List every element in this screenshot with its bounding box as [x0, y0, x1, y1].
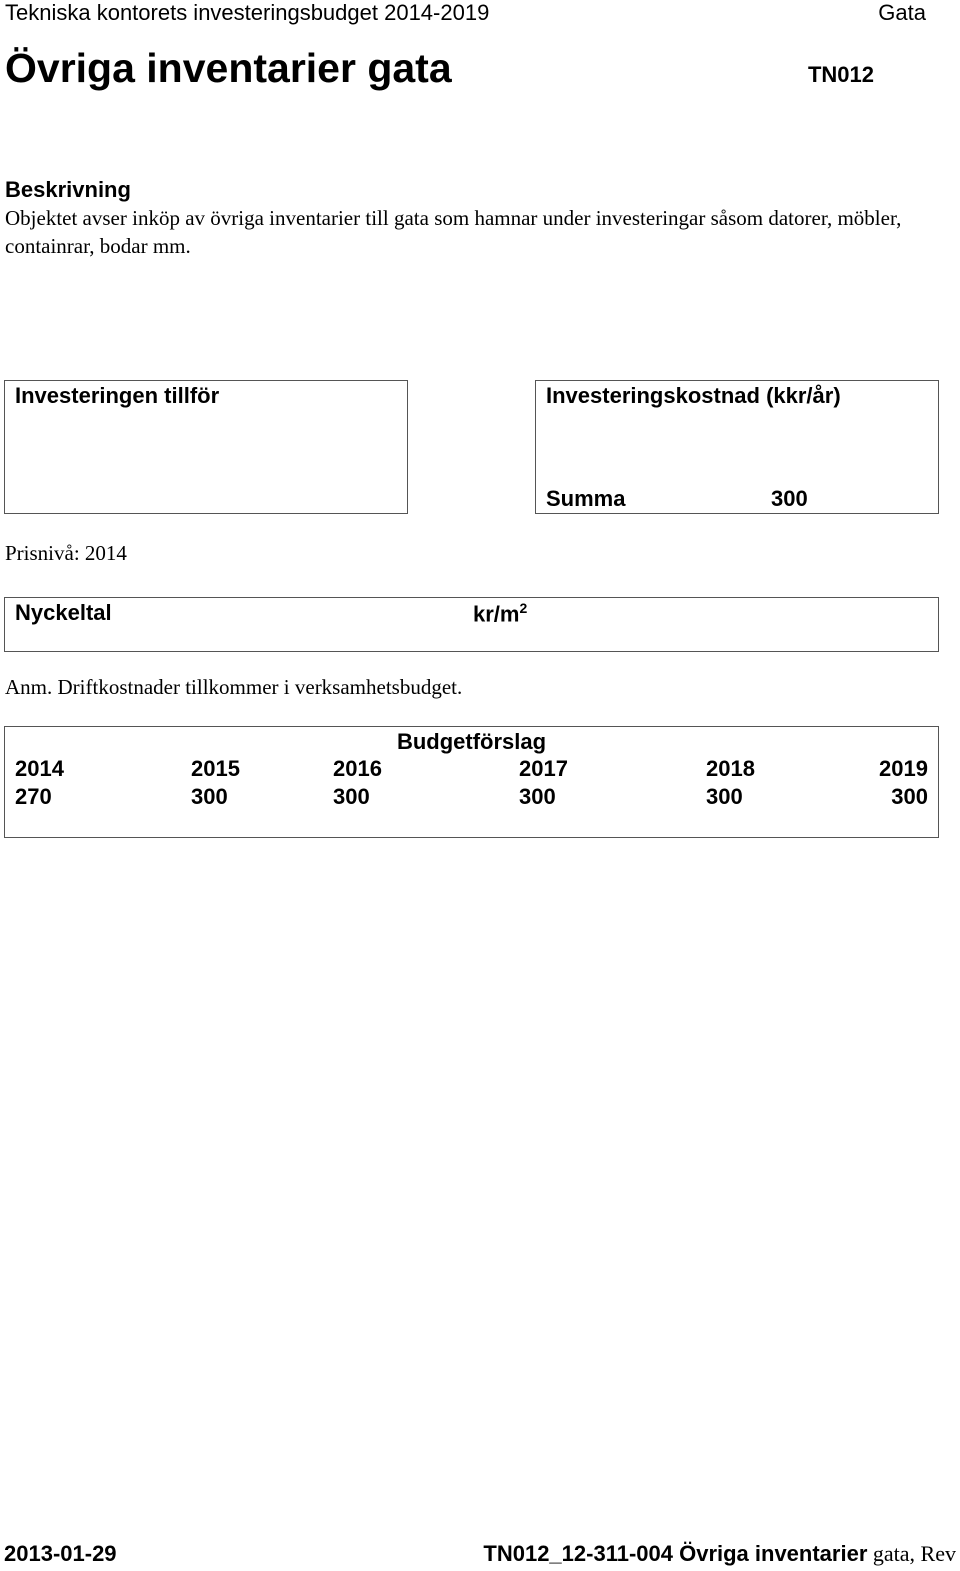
budget-year-2014: 2014 — [15, 756, 64, 781]
investment-supplies-box — [4, 380, 408, 514]
key-figures-unit-superscript: 2 — [519, 600, 528, 616]
investment-cost-box — [535, 380, 939, 514]
budget-year-2016: 2016 — [333, 756, 382, 781]
budget-year-2019: 2019 — [879, 756, 928, 781]
investment-cost-sum-value: 300 — [771, 486, 808, 511]
budget-value-2017: 300 — [519, 784, 556, 809]
footer-filename — [483, 1541, 956, 1567]
investment-cost-sum-label: Summa — [546, 486, 626, 511]
footer-date: 2013-01-29 — [4, 1541, 117, 1566]
key-figures-box — [4, 597, 939, 652]
budget-heading: Budgetförslag — [396, 729, 547, 754]
document-category: Gata — [878, 0, 926, 25]
project-code: TN012 — [807, 62, 874, 87]
description-text: Objektet avser inköp av övriga inventarier till gata som hamnar under investeringar såsom datorer, möbler, containrar, bodar mm. — [5, 206, 902, 258]
budget-value-2014: 270 — [15, 784, 52, 809]
footer-filename-rest: gata, Rev — [867, 1541, 956, 1566]
budget-year-2017: 2017 — [519, 756, 568, 781]
key-figures-label: Nyckeltal — [15, 600, 112, 625]
budget-year-2015: 2015 — [191, 756, 240, 781]
budget-value-2019: 300 — [891, 784, 928, 809]
operating-cost-note: Anm. Driftkostnader tillkommer i verksamhetsbudget. — [5, 675, 463, 699]
page-title: Övriga inventarier gata — [5, 45, 452, 91]
budget-value-2016: 300 — [333, 784, 370, 809]
investment-supplies-heading: Investeringen tillför — [15, 383, 220, 408]
document-header-title: Tekniska kontorets investeringsbudget 2014-2019 — [5, 0, 490, 25]
key-figures-unit-base: kr/m — [473, 601, 520, 627]
investment-cost-heading: Investeringskostnad (kkr/år) — [546, 383, 841, 408]
budget-value-2015: 300 — [191, 784, 228, 809]
budget-year-2018: 2018 — [706, 756, 755, 781]
footer-filename-bold: TN012_12-311-004 Övriga inventarier — [483, 1541, 868, 1566]
description-heading: Beskrivning — [5, 177, 131, 202]
price-level: Prisnivå: 2014 — [5, 541, 127, 565]
key-figures-unit — [473, 600, 527, 627]
budget-proposal-box — [4, 726, 939, 838]
budget-value-2018: 300 — [706, 784, 743, 809]
